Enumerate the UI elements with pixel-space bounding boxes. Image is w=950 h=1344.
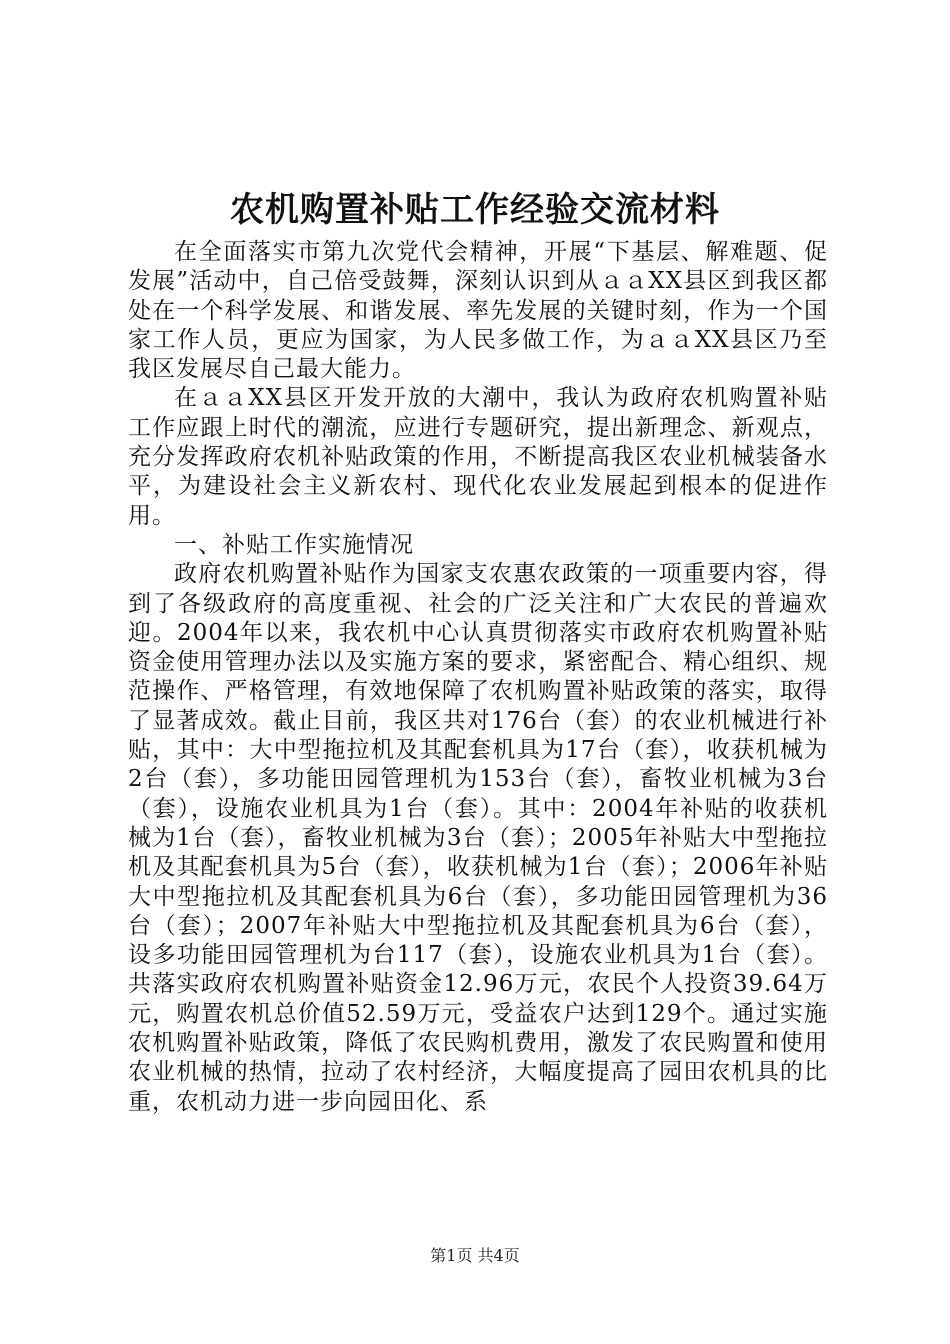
section-heading: 一、补贴工作实施情况 [174,531,414,558]
page-footer: 第1页 共4页 [430,1246,520,1265]
document-body [128,238,828,1117]
document-title: 农机购置补贴工作经验交流材料 [230,190,720,230]
paragraph-implementation: 政府农机购置补贴作为国家支农惠农政策的一项重要内容，得到了各级政府的高度重视、社会的广泛关注和广大农民的普遍欢迎。2004年以来，我农机中心认真贯彻落实市政府农机购置补贴资金使用管理办法以及实施方案的要求，紧密配合、精心组织、规范操作、严格管理，有效地保障了农机购置补贴政策的落实，取得了显著成效。截止目前，我区共对176台（套）的农业机械进行补贴，其中：大中型拖拉机及其配套机具为17台（套），收获机械为2台（套），多功能田园管理机为153台（套），畜牧业机械为3台（套），设施农业机具为1台（套）。其中：2004年补贴的收获机械为1台（套），畜牧业机械为3台（套）；2005年补贴大中型拖拉机及其配套机具为5台（套），收获机械为1台（套）；2006年补贴大中型拖拉机及其配套机具为6台（套），多功能田园管理机为36台（套）；2007年补贴大中型拖拉机及其配套机具为6台（套），设多功能田园管理机为台117（套），设施农业机具为1台（套）。共落实政府农机购置补贴资金12.96万元，农民个人投资39.64万元，购置农机总价值52.59万元，受益农户达到129个。通过实施农机购置补贴政策，降低了农民购机费用，激发了农民购置和使用农业机械的热情，拉动了农村经济，大幅度提高了园田农机具的比重，农机动力进一步向园田化、系 [128,561,828,1115]
paragraph-intro: 在全面落实市第九次党代会精神，开展“下基层、解难题、促发展”活动中，自己倍受鼓舞，深刻认识到从ａａXX县区到我区都处在一个科学发展、和谐发展、率先发展的关键时刻，作为一个国家工作人员，更应为国家，为人民多做工作，为ａａXX县区乃至我区发展尽自己最大能力。 [128,239,828,383]
paragraph-opinion: 在ａａXX县区开发开放的大潮中，我认为政府农机购置补贴工作应跟上时代的潮流，应进行专题研究，提出新理念、新观点，充分发挥政府农机补贴政策的作用，不断提高我区农业机械装备水平，为建设社会主义新农村、现代化农业发展起到根本的促进作用。 [128,385,828,529]
